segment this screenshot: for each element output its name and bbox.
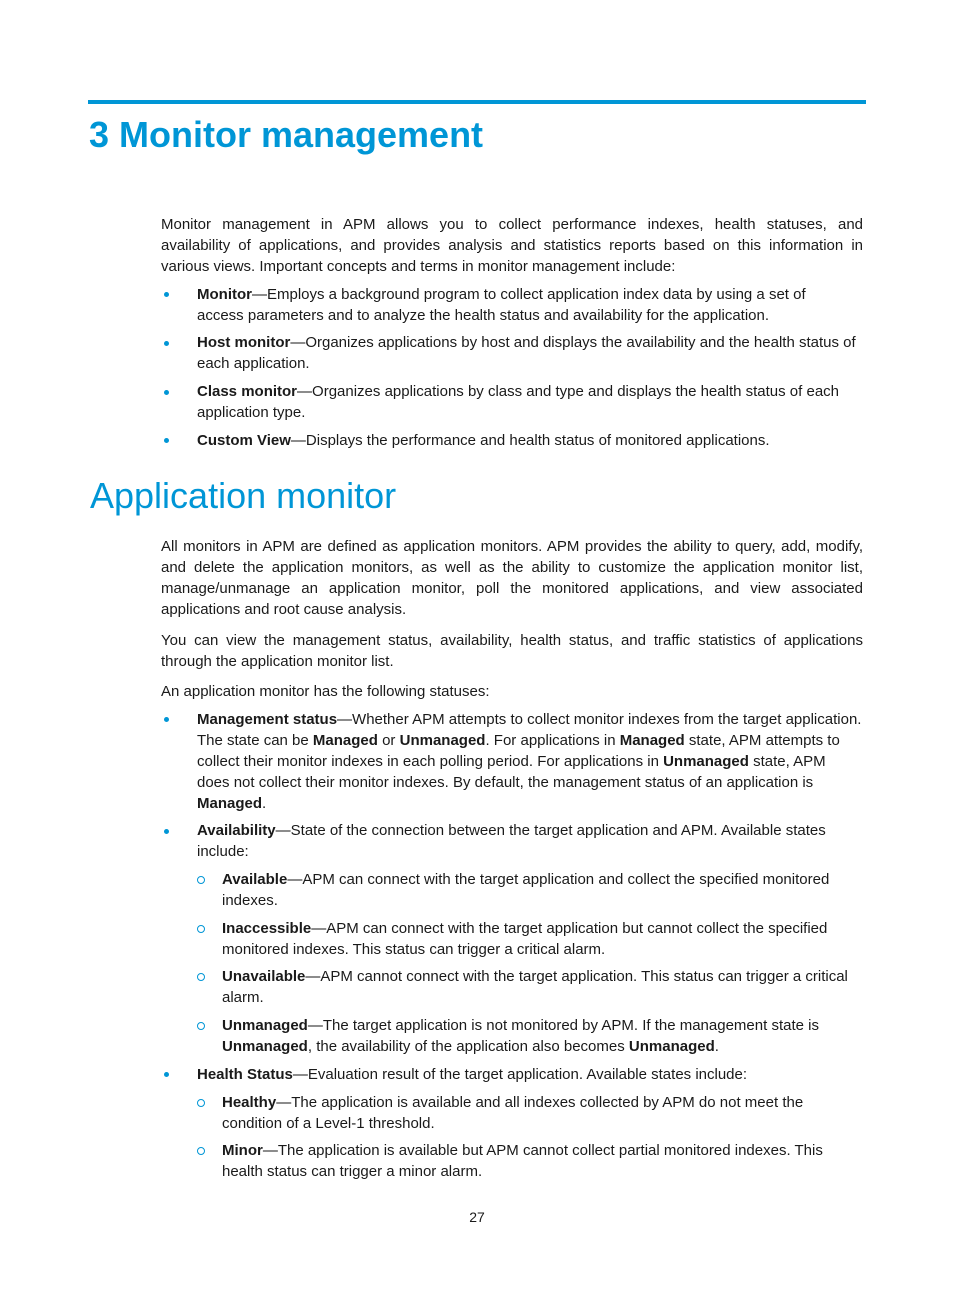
sub-bullet-text [222, 918, 863, 960]
text-run: —Employs a background program to collect application index data by using a set of [251, 285, 806, 303]
text-line [197, 793, 863, 814]
sub-bullet-item [161, 1092, 863, 1134]
bullet-item [161, 430, 863, 451]
text-line [197, 332, 863, 353]
bullet-text [197, 1064, 863, 1085]
text-run: state, APM [748, 752, 826, 770]
text-run: various views. Important concepts and terms in monitor management include: [161, 258, 676, 275]
bold-term: Healthy [222, 1093, 277, 1111]
bullet-item [161, 381, 863, 423]
bold-term: Unmanaged [663, 752, 749, 770]
text-run: include: [197, 843, 249, 861]
text-run: . [714, 1038, 719, 1056]
hollow-bullet-icon [197, 1022, 205, 1030]
text-run: —The application is available and all indexes collected by APM do not meet the [276, 1093, 804, 1111]
text-run: An application monitor has the following statuses: [161, 683, 490, 700]
text-run: —Organizes applications by host and displays the availability and the health status of [290, 334, 856, 352]
sub-bullet-item [161, 869, 863, 911]
bold-term: Minor [222, 1142, 263, 1160]
text-run: —The application is available but APM cannot collect partial monitored indexes. This [262, 1142, 823, 1160]
bold-term: Monitor [197, 285, 252, 303]
text-run: applications and root cause analysis. [161, 601, 407, 618]
text-run: collect their monitor indexes in each polling period. For applications in [197, 752, 664, 770]
text-run: —APM cannot connect with the target application. This status can trigger a critical [305, 968, 848, 986]
text-run: indexes. [222, 892, 278, 910]
bullet-text [197, 332, 863, 374]
text-line [197, 353, 863, 374]
text-run: health status can trigger a minor alarm. [222, 1163, 483, 1181]
text-run: —Displays the performance and health status of monitored applications. [290, 431, 770, 449]
text-run: state, APM attempts to [684, 731, 840, 749]
text-run: —The target application is not monitored by APM. If the management state is [307, 1017, 819, 1035]
bullet-icon [164, 1072, 169, 1077]
bold-term: Custom View [197, 431, 291, 449]
text-line [197, 305, 863, 326]
text-run: You can view the management status, availability, health status, and traffic statistics of applications [161, 631, 863, 649]
text-line [197, 430, 863, 451]
bullet-icon [164, 717, 169, 722]
bullet-text [197, 284, 863, 326]
bullet-icon [164, 438, 169, 443]
bold-term: Available [222, 871, 288, 889]
intro-block [161, 214, 863, 451]
text-run: Monitor management in APM allows you to collect performance indexes, health statuses, and [161, 216, 863, 233]
chapter-title: 3 Monitor management [89, 114, 484, 155]
bold-term: Unmanaged [628, 1038, 715, 1056]
bullet-item [161, 709, 863, 814]
bold-term: Managed [619, 731, 685, 749]
bold-term: Unavailable [222, 968, 306, 986]
text-line [161, 214, 863, 235]
text-run: —Whether APM attempts to collect monitor indexes from the target application. [337, 710, 862, 728]
bullet-text [197, 709, 863, 814]
bold-term: Inaccessible [222, 919, 312, 937]
text-line [222, 1015, 863, 1036]
text-run: monitored indexes. This status can trigger a critical alarm. [222, 940, 606, 958]
bullet-text [197, 820, 863, 862]
bold-term: Host monitor [197, 334, 291, 352]
sub-bullet-item [161, 918, 863, 960]
sub-bullet-text [222, 966, 863, 1008]
intro-bullet-list [161, 284, 863, 451]
text-run: —APM can connect with the target application but cannot collect the specified [311, 919, 828, 937]
text-run: alarm. [222, 989, 264, 1007]
text-line [161, 235, 863, 256]
bullet-item [161, 1064, 863, 1085]
section-heading: Application monitor [90, 475, 397, 516]
text-line [222, 987, 863, 1008]
hollow-bullet-icon [197, 973, 205, 981]
bullet-item [161, 820, 863, 862]
text-run: condition of a Level-1 threshold. [222, 1114, 435, 1132]
bullet-text [197, 381, 863, 423]
text-line [197, 1064, 863, 1085]
text-run: availability of applications, and provides analysis and statistics reports based on this information in [161, 237, 863, 254]
text-line [222, 966, 863, 987]
text-line [161, 578, 863, 599]
section-body [161, 536, 863, 1182]
sub-bullet-text [222, 1140, 863, 1182]
bold-term: Managed [312, 731, 378, 749]
text-line [222, 918, 863, 939]
text-line [161, 651, 863, 672]
bold-term: Unmanaged [222, 1038, 308, 1056]
section-paragraph [161, 536, 863, 620]
text-line [222, 869, 863, 890]
hollow-bullet-icon [197, 1147, 205, 1155]
bullet-text [197, 430, 863, 451]
text-run: application type. [197, 404, 306, 422]
text-line [161, 557, 863, 578]
text-run: manage/unmanage an application monitor, poll the monitored applications, and view associated [161, 580, 863, 597]
sub-bullet-text [222, 869, 863, 911]
text-line [222, 939, 863, 960]
text-line [197, 284, 863, 305]
text-line [197, 841, 863, 862]
section-paragraph [161, 630, 863, 672]
text-line [197, 730, 863, 751]
text-line [161, 599, 863, 620]
bullet-icon [164, 292, 169, 297]
page-number: 27 [469, 1209, 485, 1225]
bullet-item [161, 332, 863, 374]
text-line [161, 630, 863, 651]
sub-bullet-item [161, 1015, 863, 1057]
bullet-icon [164, 829, 169, 834]
text-run: or [377, 731, 400, 749]
bold-term: Class monitor [197, 383, 298, 401]
text-run: All monitors in APM are defined as application monitors. APM provides the ability to query, add, modify, [161, 538, 863, 555]
text-line [197, 751, 863, 772]
sub-bullet-text [222, 1015, 863, 1057]
bold-term: Health Status [197, 1065, 293, 1083]
text-run: —State of the connection between the target application and APM. Available states [275, 822, 826, 840]
text-line [222, 890, 863, 911]
text-line [197, 381, 863, 402]
chapter-rule [88, 100, 866, 104]
text-run: —Evaluation result of the target application. Available states include: [292, 1065, 748, 1083]
text-run: The state can be [197, 731, 313, 749]
bullet-icon [164, 341, 169, 346]
text-line [197, 402, 863, 423]
text-line [161, 256, 863, 277]
text-line [222, 1092, 863, 1113]
text-run: —Organizes applications by class and type and displays the health status of each [297, 383, 840, 401]
bold-term: Unmanaged [222, 1017, 308, 1035]
bullet-item [161, 284, 863, 326]
text-line [222, 1140, 863, 1161]
bullet-icon [164, 390, 169, 395]
sub-bullet-text [222, 1092, 863, 1134]
bold-term: Unmanaged [399, 731, 486, 749]
text-line [197, 709, 863, 730]
text-line [222, 1036, 863, 1057]
text-line [197, 772, 863, 793]
text-run: —APM can connect with the target application and collect the specified monitored [287, 871, 830, 889]
hollow-bullet-icon [197, 876, 205, 884]
text-run: , the availability of the application also becomes [307, 1038, 629, 1056]
text-run: does not collect their monitor indexes. By default, the management status of an application is [197, 773, 814, 791]
bold-term: Managed [197, 794, 263, 812]
text-line [197, 820, 863, 841]
text-line [222, 1113, 863, 1134]
text-line [222, 1161, 863, 1182]
hollow-bullet-icon [197, 1099, 205, 1107]
text-run: through the application monitor list. [161, 652, 394, 670]
bold-term: Management status [197, 710, 338, 728]
section-paragraph [161, 681, 863, 702]
text-run: . For applications in [485, 731, 620, 749]
intro-paragraph [161, 214, 863, 277]
sub-bullet-item [161, 966, 863, 1008]
text-line [161, 681, 863, 702]
text-run: . [262, 794, 267, 812]
hollow-bullet-icon [197, 925, 205, 933]
text-run: access parameters and to analyze the health status and availability for the application. [197, 306, 770, 324]
text-line [161, 536, 863, 557]
text-run: each application. [197, 355, 310, 373]
text-run: and delete the application monitors, as well as the ability to customize the application monitor list, [161, 559, 863, 576]
sub-bullet-item [161, 1140, 863, 1182]
status-bullet-list [161, 709, 863, 1183]
bold-term: Availability [197, 822, 276, 840]
